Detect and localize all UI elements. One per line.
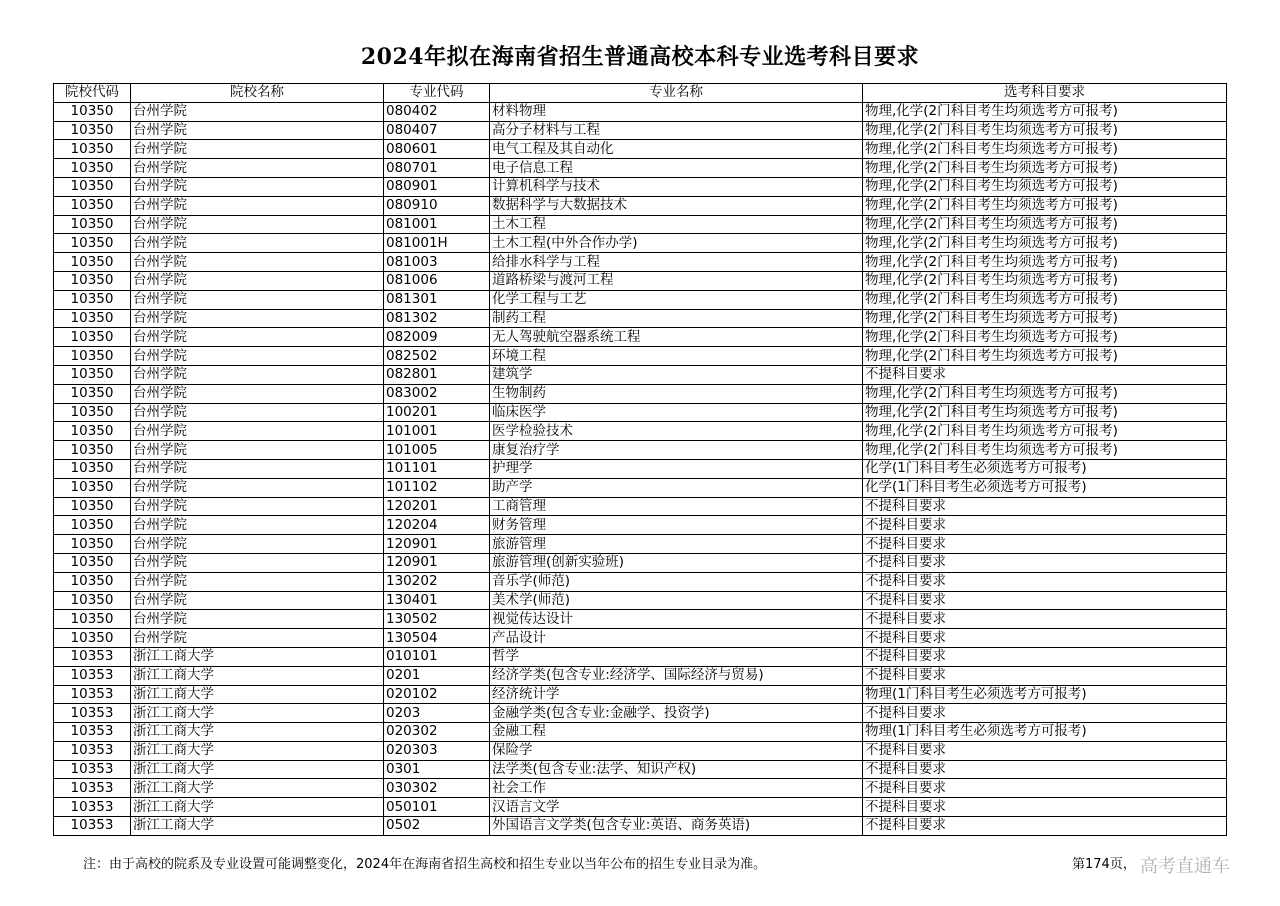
table-row [54,723,1227,742]
table-row [54,666,1227,685]
cell-major-code: 101101 [384,459,490,478]
cell-major-name: 金融学类(包含专业:金融学、投资学) [490,704,863,723]
cell-school-name: 浙江工商大学 [131,704,384,723]
cell-school-code: 10350 [54,535,131,554]
cell-school-code: 10353 [54,779,131,798]
cell-req: 物理(1门科目考生必须选考方可报考) [863,685,1227,704]
cell-req: 物理,化学(2门科目考生均须选考方可报考) [863,196,1227,215]
table-row [54,234,1227,253]
cell-school-name: 台州学院 [131,553,384,572]
cell-major-name: 环境工程 [490,347,863,366]
cell-major-code: 020303 [384,741,490,760]
table-body [54,102,1227,835]
watermark: 高考直通车 [1140,856,1230,877]
cell-req: 不提科目要求 [863,741,1227,760]
cell-school-name: 台州学院 [131,177,384,196]
cell-req: 不提科目要求 [863,610,1227,629]
cell-school-code: 10353 [54,704,131,723]
cell-school-name: 浙江工商大学 [131,685,384,704]
cell-req: 物理,化学(2门科目考生均须选考方可报考) [863,441,1227,460]
cell-school-code: 10350 [54,271,131,290]
cell-school-name: 浙江工商大学 [131,798,384,817]
cell-major-code: 010101 [384,647,490,666]
cell-major-code: 080701 [384,159,490,178]
cell-school-name: 浙江工商大学 [131,817,384,836]
cell-major-name: 生物制药 [490,384,863,403]
cell-school-name: 台州学院 [131,365,384,384]
cell-school-code: 10350 [54,121,131,140]
cell-major-name: 音乐学(师范) [490,572,863,591]
table-row [54,253,1227,272]
cell-req: 不提科目要求 [863,572,1227,591]
cell-major-name: 助产学 [490,478,863,497]
cell-major-name: 土木工程(中外合作办学) [490,234,863,253]
cell-school-code: 10350 [54,347,131,366]
cell-major-code: 081301 [384,290,490,309]
cell-req: 物理,化学(2门科目考生均须选考方可报考) [863,140,1227,159]
cell-major-name: 高分子材料与工程 [490,121,863,140]
table-row [54,572,1227,591]
cell-major-code: 081006 [384,271,490,290]
cell-major-code: 100201 [384,403,490,422]
cell-school-code: 10353 [54,685,131,704]
table-row [54,779,1227,798]
cell-major-code: 130502 [384,610,490,629]
cell-req: 物理(1门科目考生必须选考方可报考) [863,723,1227,742]
cell-school-name: 台州学院 [131,234,384,253]
table-row [54,497,1227,516]
table-row [54,159,1227,178]
table-row [54,121,1227,140]
cell-major-name: 汉语言文学 [490,798,863,817]
cell-major-code: 083002 [384,384,490,403]
cell-req: 不提科目要求 [863,817,1227,836]
cell-school-name: 台州学院 [131,253,384,272]
cell-major-name: 法学类(包含专业:法学、知识产权) [490,760,863,779]
cell-major-code: 080901 [384,177,490,196]
cell-school-code: 10350 [54,497,131,516]
cell-major-name: 化学工程与工艺 [490,290,863,309]
header-subject-requirement: 选考科目要求 [863,84,1227,103]
cell-req: 物理,化学(2门科目考生均须选考方可报考) [863,290,1227,309]
table-row [54,347,1227,366]
cell-major-code: 080910 [384,196,490,215]
table-row [54,102,1227,121]
table-row [54,271,1227,290]
cell-school-code: 10350 [54,215,131,234]
cell-school-code: 10350 [54,309,131,328]
cell-major-code: 080407 [384,121,490,140]
footnote: 注：由于高校的院系及专业设置可能调整变化，2024年在海南省招生高校和招生专业以当年公布的招生专业目录为准。 [83,857,767,872]
cell-req: 不提科目要求 [863,535,1227,554]
cell-major-name: 旅游管理 [490,535,863,554]
cell-school-name: 台州学院 [131,629,384,648]
cell-school-name: 台州学院 [131,271,384,290]
table-row [54,629,1227,648]
cell-major-code: 082009 [384,328,490,347]
cell-school-code: 10353 [54,723,131,742]
cell-school-code: 10350 [54,459,131,478]
cell-major-name: 美术学(师范) [490,591,863,610]
table-row [54,535,1227,554]
cell-major-code: 080402 [384,102,490,121]
table-row [54,177,1227,196]
cell-school-code: 10350 [54,403,131,422]
cell-school-code: 10350 [54,177,131,196]
cell-major-code: 130401 [384,591,490,610]
cell-req: 物理,化学(2门科目考生均须选考方可报考) [863,328,1227,347]
cell-req: 物理,化学(2门科目考生均须选考方可报考) [863,309,1227,328]
cell-major-name: 金融工程 [490,723,863,742]
cell-school-code: 10350 [54,253,131,272]
cell-school-name: 台州学院 [131,309,384,328]
cell-major-code: 081302 [384,309,490,328]
cell-school-name: 台州学院 [131,328,384,347]
cell-req: 不提科目要求 [863,365,1227,384]
header-school-name: 院校名称 [131,84,384,103]
cell-req: 物理,化学(2门科目考生均须选考方可报考) [863,234,1227,253]
cell-major-name: 医学检验技术 [490,422,863,441]
table-row [54,140,1227,159]
cell-req: 物理,化学(2门科目考生均须选考方可报考) [863,159,1227,178]
cell-major-code: 101001 [384,422,490,441]
cell-school-code: 10350 [54,290,131,309]
cell-school-name: 台州学院 [131,497,384,516]
cell-major-name: 旅游管理(创新实验班) [490,553,863,572]
cell-major-name: 数据科学与大数据技术 [490,196,863,215]
cell-major-code: 020302 [384,723,490,742]
cell-major-name: 哲学 [490,647,863,666]
cell-school-code: 10350 [54,553,131,572]
table-row [54,610,1227,629]
table-row [54,647,1227,666]
cell-school-name: 浙江工商大学 [131,666,384,685]
table-row [54,760,1227,779]
cell-school-code: 10353 [54,666,131,685]
cell-major-name: 道路桥梁与渡河工程 [490,271,863,290]
cell-school-code: 10350 [54,384,131,403]
cell-req: 物理,化学(2门科目考生均须选考方可报考) [863,403,1227,422]
cell-major-code: 050101 [384,798,490,817]
cell-major-code: 081001 [384,215,490,234]
cell-school-name: 浙江工商大学 [131,723,384,742]
cell-req: 不提科目要求 [863,779,1227,798]
header-major-code: 专业代码 [384,84,490,103]
cell-school-code: 10350 [54,478,131,497]
cell-major-name: 材料物理 [490,102,863,121]
cell-school-name: 台州学院 [131,572,384,591]
cell-major-name: 产品设计 [490,629,863,648]
cell-major-code: 030302 [384,779,490,798]
cell-school-name: 台州学院 [131,159,384,178]
cell-major-name: 康复治疗学 [490,441,863,460]
cell-school-name: 台州学院 [131,196,384,215]
cell-major-name: 土木工程 [490,215,863,234]
cell-school-name: 台州学院 [131,591,384,610]
header-school-code: 院校代码 [54,84,131,103]
cell-school-code: 10353 [54,741,131,760]
cell-school-code: 10353 [54,760,131,779]
cell-school-code: 10350 [54,365,131,384]
cell-major-name: 电气工程及其自动化 [490,140,863,159]
cell-school-code: 10350 [54,610,131,629]
cell-major-name: 经济统计学 [490,685,863,704]
cell-major-name: 社会工作 [490,779,863,798]
table-row [54,516,1227,535]
cell-school-name: 台州学院 [131,478,384,497]
table-row [54,704,1227,723]
cell-major-code: 120901 [384,553,490,572]
cell-school-code: 10350 [54,441,131,460]
cell-school-name: 浙江工商大学 [131,741,384,760]
cell-school-name: 浙江工商大学 [131,779,384,798]
cell-req: 不提科目要求 [863,497,1227,516]
cell-req: 物理,化学(2门科目考生均须选考方可报考) [863,102,1227,121]
cell-req: 不提科目要求 [863,798,1227,817]
cell-school-name: 台州学院 [131,610,384,629]
table-row [54,441,1227,460]
cell-school-name: 浙江工商大学 [131,760,384,779]
cell-major-code: 101102 [384,478,490,497]
table-row [54,196,1227,215]
cell-major-code: 080601 [384,140,490,159]
cell-major-name: 建筑学 [490,365,863,384]
cell-major-code: 081003 [384,253,490,272]
cell-req: 物理,化学(2门科目考生均须选考方可报考) [863,121,1227,140]
cell-school-code: 10350 [54,629,131,648]
cell-school-code: 10353 [54,817,131,836]
cell-req: 不提科目要求 [863,647,1227,666]
cell-major-name: 工商管理 [490,497,863,516]
cell-req: 物理,化学(2门科目考生均须选考方可报考) [863,215,1227,234]
cell-school-code: 10353 [54,647,131,666]
cell-school-name: 台州学院 [131,403,384,422]
cell-major-code: 130504 [384,629,490,648]
cell-req: 物理,化学(2门科目考生均须选考方可报考) [863,177,1227,196]
cell-school-code: 10350 [54,516,131,535]
cell-major-code: 120204 [384,516,490,535]
cell-major-code: 0502 [384,817,490,836]
cell-req: 不提科目要求 [863,516,1227,535]
table-row [54,384,1227,403]
cell-major-code: 081001H [384,234,490,253]
table-row [54,591,1227,610]
cell-major-name: 制药工程 [490,309,863,328]
cell-school-code: 10350 [54,234,131,253]
cell-req: 物理,化学(2门科目考生均须选考方可报考) [863,384,1227,403]
cell-school-name: 浙江工商大学 [131,647,384,666]
cell-major-code: 120201 [384,497,490,516]
cell-major-code: 0201 [384,666,490,685]
cell-school-name: 台州学院 [131,384,384,403]
header-major-name: 专业名称 [490,84,863,103]
table-row [54,403,1227,422]
cell-school-name: 台州学院 [131,121,384,140]
cell-school-code: 10350 [54,572,131,591]
cell-req: 不提科目要求 [863,760,1227,779]
table-row [54,215,1227,234]
cell-req: 物理,化学(2门科目考生均须选考方可报考) [863,253,1227,272]
table-header-row [54,84,1227,103]
cell-school-code: 10350 [54,102,131,121]
cell-school-name: 台州学院 [131,140,384,159]
cell-major-name: 计算机科学与技术 [490,177,863,196]
cell-major-name: 经济学类(包含专业:经济学、国际经济与贸易) [490,666,863,685]
table-row [54,685,1227,704]
cell-major-name: 外国语言文学类(包含专业:英语、商务英语) [490,817,863,836]
cell-major-name: 护理学 [490,459,863,478]
cell-major-name: 保险学 [490,741,863,760]
cell-school-name: 台州学院 [131,347,384,366]
cell-req: 不提科目要求 [863,629,1227,648]
cell-school-name: 台州学院 [131,535,384,554]
page-title: 2024年拟在海南省招生普通高校本科专业选考科目要求 [360,44,920,70]
cell-school-name: 台州学院 [131,215,384,234]
cell-major-name: 财务管理 [490,516,863,535]
cell-school-code: 10350 [54,140,131,159]
table-row [54,309,1227,328]
page-number: 第174页， [1072,857,1136,872]
cell-school-code: 10350 [54,422,131,441]
cell-major-name: 临床医学 [490,403,863,422]
table-row [54,290,1227,309]
cell-major-name: 给排水科学与工程 [490,253,863,272]
cell-major-code: 0301 [384,760,490,779]
cell-major-code: 082502 [384,347,490,366]
cell-major-code: 0203 [384,704,490,723]
cell-school-code: 10350 [54,328,131,347]
cell-school-code: 10350 [54,591,131,610]
table-row [54,553,1227,572]
cell-req: 不提科目要求 [863,704,1227,723]
cell-major-code: 082801 [384,365,490,384]
cell-req: 不提科目要求 [863,666,1227,685]
table-row [54,328,1227,347]
requirements-table [53,83,1227,836]
cell-school-code: 10350 [54,196,131,215]
cell-major-code: 130202 [384,572,490,591]
cell-major-name: 视觉传达设计 [490,610,863,629]
cell-req: 物理,化学(2门科目考生均须选考方可报考) [863,271,1227,290]
cell-major-code: 120901 [384,535,490,554]
table-row [54,365,1227,384]
cell-school-code: 10353 [54,798,131,817]
cell-req: 不提科目要求 [863,553,1227,572]
cell-school-name: 台州学院 [131,441,384,460]
table-row [54,741,1227,760]
table-row [54,817,1227,836]
cell-major-code: 020102 [384,685,490,704]
table-row [54,478,1227,497]
cell-req: 化学(1门科目考生必须选考方可报考) [863,459,1227,478]
cell-major-code: 101005 [384,441,490,460]
cell-school-code: 10350 [54,159,131,178]
cell-major-name: 无人驾驶航空器系统工程 [490,328,863,347]
cell-school-name: 台州学院 [131,422,384,441]
table-row [54,459,1227,478]
table-row [54,422,1227,441]
cell-school-name: 台州学院 [131,290,384,309]
cell-req: 物理,化学(2门科目考生均须选考方可报考) [863,422,1227,441]
cell-school-name: 台州学院 [131,102,384,121]
cell-req: 化学(1门科目考生必须选考方可报考) [863,478,1227,497]
cell-school-name: 台州学院 [131,516,384,535]
cell-major-name: 电子信息工程 [490,159,863,178]
table-row [54,798,1227,817]
cell-school-name: 台州学院 [131,459,384,478]
cell-req: 不提科目要求 [863,591,1227,610]
cell-req: 物理,化学(2门科目考生均须选考方可报考) [863,347,1227,366]
